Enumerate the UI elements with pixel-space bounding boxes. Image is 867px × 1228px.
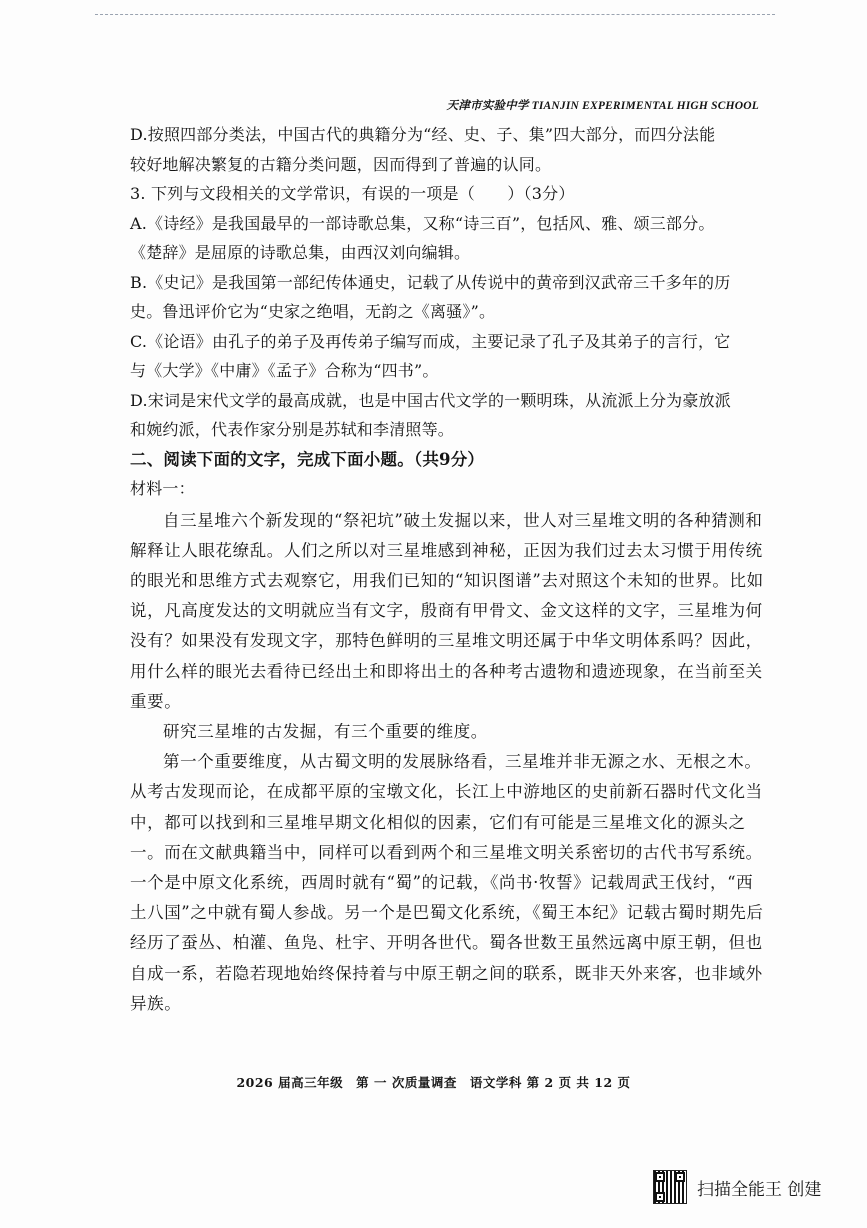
watermark-text: 扫描全能王 创建 bbox=[697, 1179, 822, 1200]
passage-paragraph-1: 自三星堆六个新发现的“祭祀坑”破土发掘以来，世人对三星堆文明的各种猜测和解释让人眼花缭乱。人们之所以对三星堆感到神秘，正因为我们过去太习惯于用传统的眼光和思维方式去观察它，用我们已知的“知识图谱”去对照这个未知的世界。比如说，凡高度发达的文明就应当有文字，殷商有甲骨文、金文这样的文字，三星堆为何没有？如果没有发现文字，那特色鲜明的三星堆文明还属于中华文明体系吗？因此，用什么样的眼光去看待已经出土和即将出土的各种考古遗物和遗迹现象，在当前至关重要。 bbox=[130, 510, 764, 711]
q3-option-b-line-2: 史。鲁迅评价它为“史家之绝唱，无韵之《离骚》”。 bbox=[130, 302, 496, 321]
q3-option-c-line-2: 与《大学》《中庸》《孟子》合称为“四书”。 bbox=[130, 361, 439, 380]
section-2-title: 二、阅读下面的文字，完成下面小题。（共9分） bbox=[130, 449, 485, 469]
q3-option-c-line-1: C.《论语》由孔子的弟子及再传弟子编写而成，主要记录了孔子及其弟子的言行，它 bbox=[130, 331, 731, 351]
scanner-watermark bbox=[653, 1170, 821, 1204]
material-1-label: 材料一： bbox=[130, 479, 195, 498]
top-divider bbox=[95, 14, 775, 15]
q3-option-a-line-2: 《楚辞》是屈原的诗歌总集，由西汉刘向编辑。 bbox=[130, 243, 471, 262]
q3-option-d-line-1: D.宋词是宋代文学的最高成就，也是中国古代文学的一颗明珠，从流派上分为豪放派 bbox=[130, 390, 731, 410]
q3-option-b-line-1: B.《史记》是我国第一部纪传体通史，记载了从传说中的黄帝到汉武帝三千多年的历 bbox=[130, 272, 731, 292]
option-d-line-1: D.按照四部分类法，中国古代的典籍分为“经、史、子、集”四大部分，而四分法能 bbox=[130, 125, 716, 144]
q3-option-d-line-2: 和婉约派，代表作家分别是苏轼和李清照等。 bbox=[130, 420, 455, 439]
reading-passage bbox=[130, 506, 770, 1019]
question-3-stem: 3. 下列与文段相关的文学常识，有误的一项是（ ）（3分） bbox=[130, 184, 575, 203]
page-footer: 2026 届高三年级 第 一 次质量调查 语文学科 第 2 页 共 12 页 bbox=[236, 1075, 631, 1090]
school-header: 天津市实验中学 TIANJIN EXPERIMENTAL HIGH SCHOOL bbox=[446, 100, 759, 112]
passage-paragraph-2: 研究三星堆的古发掘，有三个重要的维度。 bbox=[163, 721, 488, 741]
passage-paragraph-3: 第一个重要维度，从古蜀文明的发展脉络看，三星堆并非无源之水、无根之木。从考古发现而论，在成都平原的宝墩文化，长江上中游地区的史前新石器时代文化当中，都可以找到和三星堆早期文化相似的因素，它们有可能是三星堆文化的源头之一。而在文献典籍当中，同样可以看到两个和三星堆文明关系密切的古代书写系统。一个是中原文化系统，西周时就有“蜀”的记载，《尚书·牧誓》记载周武王伐纣，“西土八国”之中就有蜀人参战。另一个是巴蜀文化系统，《蜀王本纪》记载古蜀时期先后经历了蚕丛、柏灌、鱼凫、杜宇、开明各世代。蜀各世数王虽然远离中原王朝，但也自成一系，若隐若现地始终保持着与中原王朝之间的联系，既非天外来客，也非域外异族。 bbox=[130, 752, 764, 1013]
page-content bbox=[130, 120, 770, 1019]
qr-code-icon bbox=[653, 1170, 687, 1204]
q3-option-a-line-1: A.《诗经》是我国最早的一部诗歌总集，又称“诗三百”，包括风、雅、颂三部分。 bbox=[130, 213, 715, 233]
option-d-line-2: 较好地解决繁复的古籍分类问题，因而得到了普遍的认同。 bbox=[130, 154, 552, 174]
